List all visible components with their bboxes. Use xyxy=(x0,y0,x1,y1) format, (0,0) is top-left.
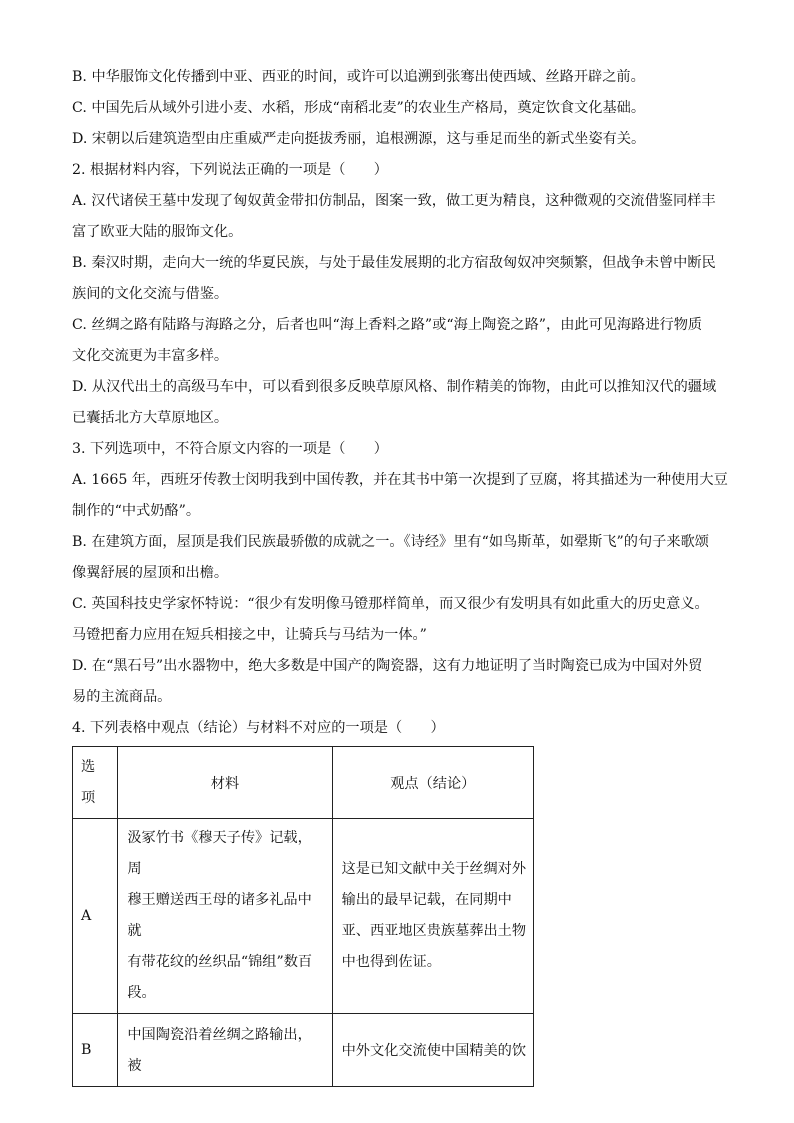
header-material-cell: 材料 xyxy=(118,747,332,819)
q3-stem: 3. 下列选项中，不符合原文内容的一项是（ ） xyxy=(72,441,388,457)
row-material-cell xyxy=(118,1014,332,1087)
row-option-cell: A xyxy=(73,819,118,1014)
q2-option-b-line2: 族间的文化交流与借鉴。 xyxy=(72,286,229,302)
q3-option-a-line2: 制作的“中式奶酪”。 xyxy=(72,503,201,519)
q3-option-d-line2: 易的主流商品。 xyxy=(72,689,172,705)
question-3 xyxy=(72,434,728,713)
q3-option-c-line2: 马镫把畜力应用在短兵相接之中，让骑兵与马结为一体。” xyxy=(72,627,427,643)
q2-option-d-line2: 已囊括北方大草原地区。 xyxy=(72,410,229,426)
question-4 xyxy=(72,713,722,1087)
row-viewpoint-cell xyxy=(332,1014,533,1087)
header-viewpoint-cell: 观点（结论） xyxy=(332,747,533,819)
material-line: 有带花纹的丝织品“锦组”数百 xyxy=(127,954,313,970)
q1-option-b: B. 中华服饰文化传播到中亚、西亚的时间，或许可以追溯到张骞出使西域、丝路开辟之前。 xyxy=(72,69,645,85)
table-row xyxy=(73,1014,534,1087)
viewpoint-line: 输出的最早记载，在同期中 xyxy=(341,892,512,908)
document-page xyxy=(72,62,728,1087)
q1-option-d: D. 宋朝以后建筑造型由庄重威严走向挺拔秀丽，追根溯源，这与垂足而坐的新式坐姿有关。 xyxy=(72,131,646,147)
row-material-cell xyxy=(118,819,332,1014)
viewpoint-line: 这是已知文献中关于丝绸对外 xyxy=(341,861,527,877)
row-option-cell: B xyxy=(73,1014,118,1087)
table-header-row xyxy=(73,747,534,819)
viewpoint-line: 中也得到佐证。 xyxy=(341,954,441,970)
material-line: 段。 xyxy=(127,985,156,1001)
material-line: 穆王赠送西王母的诸多礼品中就 xyxy=(127,892,312,939)
q2-stem: 2. 根据材料内容，下列说法正确的一项是（ ） xyxy=(72,162,388,178)
q2-option-c-line2: 文化交流更为丰富多样。 xyxy=(72,348,229,364)
viewpoint-line: 亚、西亚地区贵族墓葬出土物 xyxy=(341,923,527,939)
row-viewpoint-cell xyxy=(332,819,533,1014)
q2-option-c-line1: C. 丝绸之路有陆路与海路之分，后者也叫“海上香料之路”或“海上陶瓷之路”，由此可见海路进行物质 xyxy=(72,317,703,333)
q3-option-b-line2: 像翼舒展的屋顶和出檐。 xyxy=(72,565,229,581)
q3-option-c-line1: C. 英国科技史学家怀特说：“很少有发明像马镫那样简单，而又很少有发明具有如此重大的历史意义。 xyxy=(72,596,709,612)
question-1-remaining-options xyxy=(72,62,722,155)
question-2 xyxy=(72,155,722,434)
q1-option-c: C. 中国先后从域外引进小麦、水稻，形成“南稻北麦”的农业生产格局，奠定饮食文化基础。 xyxy=(72,100,646,116)
header-option-cell xyxy=(73,747,118,819)
q3-option-b-line1: B. 在建筑方面，屋顶是我们民族最骄傲的成就之一。《诗经》里有“如鸟斯革，如翚斯飞”的句子来歌颂 xyxy=(72,534,709,550)
q2-option-d-line1: D. 从汉代出土的高级马车中，可以看到很多反映草原风格、制作精美的饰物，由此可以推知汉代的疆域 xyxy=(72,379,717,395)
q2-option-a-line2: 富了欧亚大陆的服饰文化。 xyxy=(72,224,243,240)
material-line: 汲冢竹书《穆天子传》记载，周 xyxy=(127,830,312,877)
q3-option-a-line1: A. 1665 年，西班牙传教士闵明我到中国传教，并在其书中第一次提到了豆腐，将其描述为一种使用大豆 xyxy=(72,472,728,488)
header-option-line1: 选 xyxy=(81,758,96,775)
q2-option-a-line1: A. 汉代诸侯王墓中发现了匈奴黄金带扣仿制品，图案一致，做工更为精良，这种微观的交流借鉴同样丰 xyxy=(72,193,716,209)
table-row xyxy=(73,819,534,1014)
comparison-table xyxy=(72,746,534,1087)
header-option-line2: 项 xyxy=(81,789,96,806)
q2-option-b-line1: B. 秦汉时期，走向大一统的华夏民族，与处于最佳发展期的北方宿敌匈奴冲突频繁，但战争未曾中断民 xyxy=(72,255,716,271)
q4-stem: 4. 下列表格中观点（结论）与材料不对应的一项是（ ） xyxy=(72,720,445,736)
q3-option-d-line1: D. 在“黑石号”出水器物中，绝大多数是中国产的陶瓷器，这有力地证明了当时陶瓷已成为中国对外贸 xyxy=(72,658,703,674)
material-line: 中国陶瓷沿着丝绸之路输出，被 xyxy=(127,1027,312,1074)
viewpoint-line: 中外文化交流使中国精美的饮 xyxy=(341,1042,527,1059)
